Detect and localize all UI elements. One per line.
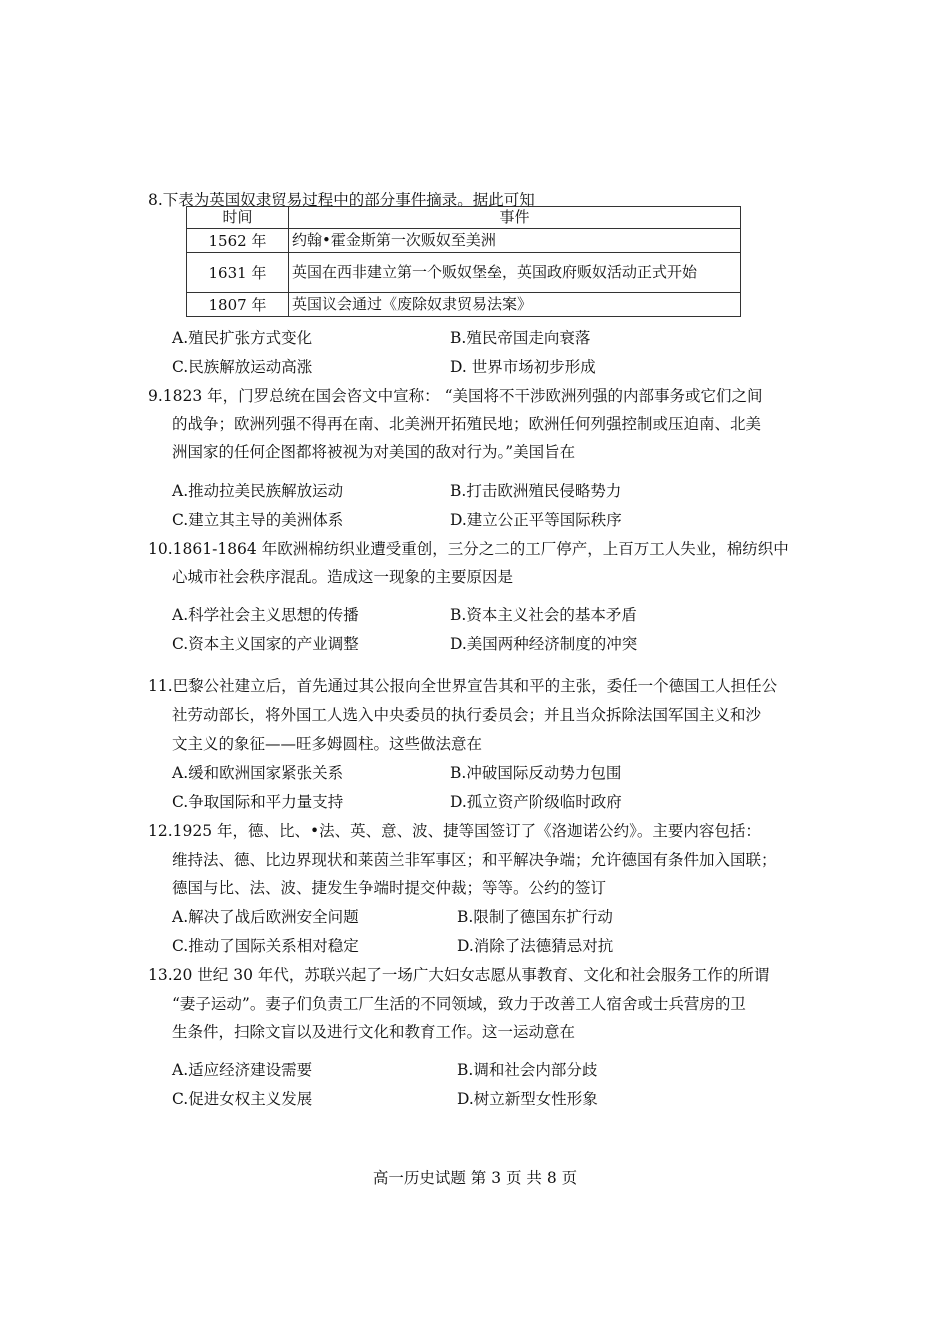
q10-line-1: 10.1861-1864 年欧洲棉纺织业遭受重创，三分之二的工厂停产，上百万工人失业，棉纺织中: [148, 540, 789, 558]
q12-option-c[interactable]: C.推动了国际关系相对稳定: [172, 937, 359, 955]
table-row: [187, 229, 741, 253]
q10-option-a[interactable]: A.科学社会主义思想的传播: [172, 606, 359, 624]
q11-line-2: 社劳动部长，将外国工人选入中央委员的执行委员会；并且当众拆除法国军国主义和沙: [172, 706, 762, 724]
q12-option-d[interactable]: D.消除了法德猜忌对抗: [457, 937, 614, 955]
q12-option-b[interactable]: B.限制了德国东扩行动: [457, 908, 613, 926]
q11-option-d[interactable]: D.孤立资产阶级临时政府: [450, 793, 622, 811]
q10-option-b[interactable]: B.资本主义社会的基本矛盾: [450, 606, 637, 624]
table-header-event: 事件: [289, 207, 741, 229]
q11-option-a[interactable]: A.缓和欧洲国家紧张关系: [172, 764, 344, 782]
q9-option-b[interactable]: B.打击欧洲殖民侵略势力: [450, 482, 622, 500]
table-cell-event: 英国在西非建立第一个贩奴堡垒，英国政府贩奴活动正式开始: [289, 253, 741, 293]
q12-line-2: 维持法、德、比边界现状和莱茵兰非军事区；和平解决争端；允许德国有条件加入国联；: [172, 851, 777, 869]
q11-option-c[interactable]: C.争取国际和平力量支持: [172, 793, 344, 811]
q10-line-2: 心城市社会秩序混乱。造成这一现象的主要原因是: [172, 568, 514, 586]
q13-line-1: 13.20 世纪 30 年代，苏联兴起了一场广大妇女志愿从事教育、文化和社会服务工作的所谓: [148, 966, 770, 984]
q8-option-b[interactable]: B.殖民帝国走向衰落: [450, 329, 591, 347]
q12-line-1: 12.1925 年，德、比、•法、英、意、波、捷等国签订了《洛迦诺公约》。主要内容包括：: [148, 822, 761, 840]
q8-option-c[interactable]: C.民族解放运动高涨: [172, 358, 313, 376]
q13-option-a[interactable]: A.适应经济建设需要: [172, 1061, 313, 1079]
q9-option-d[interactable]: D.建立公正平等国际秩序: [450, 511, 622, 529]
q12-line-3: 德国与比、法、波、捷发生争端时提交仲裁；等等。公约的签订: [172, 879, 607, 897]
q13-line-3: 生条件，扫除文盲以及进行文化和教育工作。这一运动意在: [172, 1023, 576, 1041]
q12-option-a[interactable]: A.解决了战后欧洲安全问题: [172, 908, 359, 926]
page-footer: 高一历史试题 第 3 页 共 8 页: [372, 1169, 578, 1187]
q13-option-c[interactable]: C.促进女权主义发展: [172, 1090, 313, 1108]
table-cell-year: 1807 年: [187, 293, 289, 317]
table-cell-year: 1562 年: [187, 229, 289, 253]
q9-option-a[interactable]: A.推动拉美民族解放运动: [172, 482, 344, 500]
q8-option-a[interactable]: A.殖民扩张方式变化: [172, 329, 313, 347]
q8-stem: 8.下表为英国奴隶贸易过程中的部分事件摘录。据此可知: [148, 191, 535, 209]
q9-option-c[interactable]: C.建立其主导的美洲体系: [172, 511, 344, 529]
table-header-time: 时间: [187, 207, 289, 229]
table-cell-event: 英国议会通过《废除奴隶贸易法案》: [289, 293, 741, 317]
table-row: [187, 293, 741, 317]
q11-line-1: 11.巴黎公社建立后，首先通过其公报向全世界宣告其和平的主张，委任一个德国工人担任公: [148, 677, 778, 695]
q9-line-1: 9.1823 年，门罗总统在国会咨文中宣称： “美国将不干涉欧洲列强的内部事务或它们之间: [148, 387, 763, 405]
q9-line-3: 洲国家的任何企图都将被视为对美国的敌对行为。”美国旨在: [172, 443, 576, 461]
q13-option-d[interactable]: D.树立新型女性形象: [457, 1090, 598, 1108]
q11-line-3: 文主义的象征——旺多姆圆柱。这些做法意在: [172, 735, 483, 753]
q13-line-2: “妻子运动”。妻子们负责工厂生活的不同领域，致力于改善工人宿舍或士兵营房的卫: [172, 995, 746, 1013]
table-cell-event: 约翰•霍金斯第一次贩奴至美洲: [289, 229, 741, 253]
slave-trade-table: [186, 206, 741, 317]
table-header-row: [187, 207, 741, 229]
q13-option-b[interactable]: B.调和社会内部分歧: [457, 1061, 598, 1079]
table-cell-year: 1631 年: [187, 253, 289, 293]
q10-option-c[interactable]: C.资本主义国家的产业调整: [172, 635, 359, 653]
q11-option-b[interactable]: B.冲破国际反动势力包围: [450, 764, 622, 782]
q9-line-2: 的战争；欧洲列强不得再在南、北美洲开拓殖民地；欧洲任何列强控制或压迫南、北美: [172, 415, 762, 433]
q8-option-d[interactable]: D. 世界市场初步形成: [450, 358, 596, 376]
table-row: [187, 253, 741, 293]
q10-option-d[interactable]: D.美国两种经济制度的冲突: [450, 635, 638, 653]
